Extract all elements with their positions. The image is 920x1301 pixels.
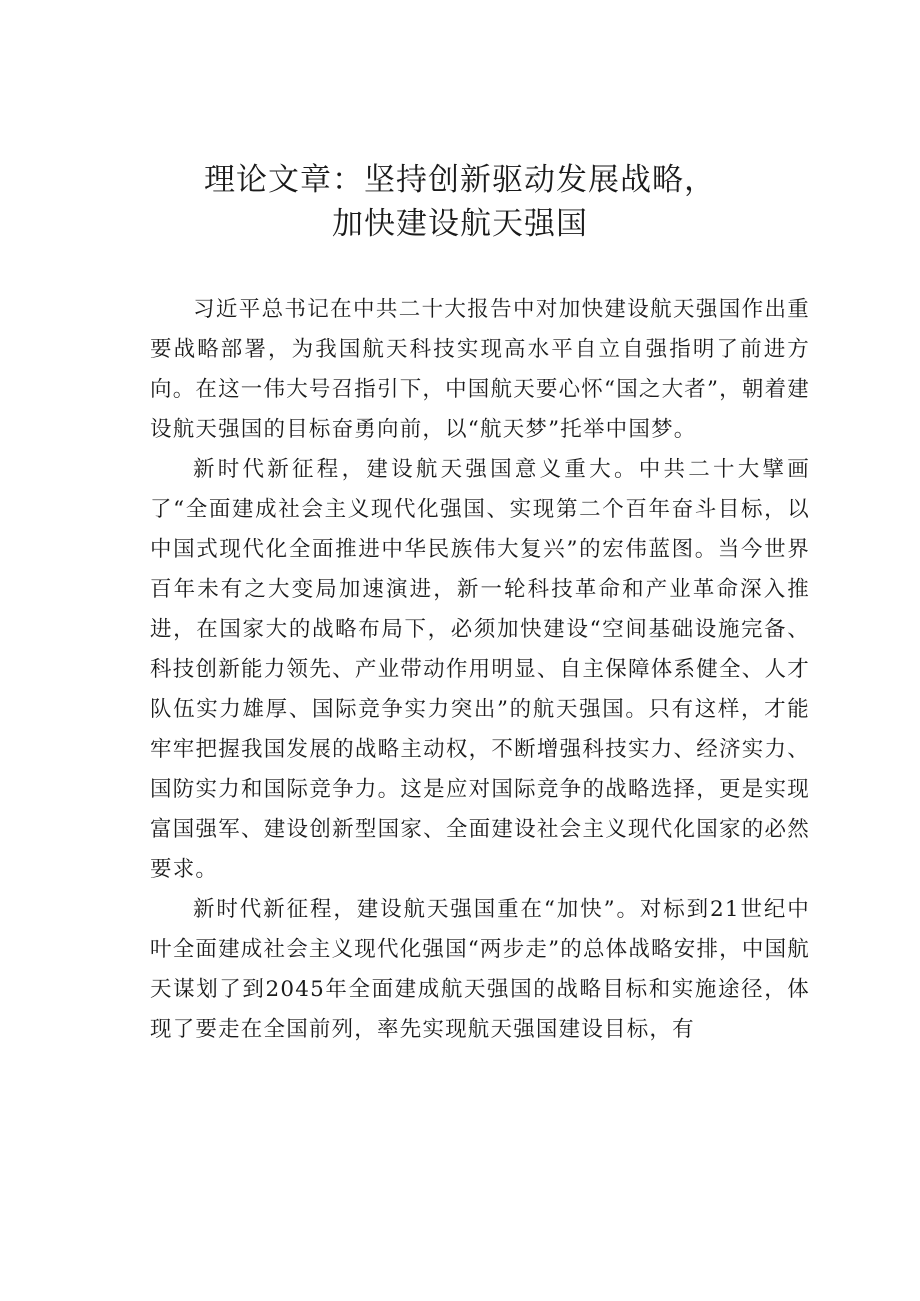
title-line-1: 理论文章：坚持创新驱动发展战略， [204, 162, 716, 198]
paragraph-3: 新时代新征程，建设航天强国重在“加快”。对标到21世纪中叶全面建成社会主义现代化强国“两步走”的总体战略安排，中国航天谋划了到2045年全面建成航天强国的战略目标和实施途径，体现了要走在全国前列，率先实现航天强国建设目标，有 [150, 897, 810, 1042]
paragraph-1: 习近平总书记在中共二十大报告中对加快建设航天强国作出重要战略部署，为我国航天科技实现高水平自立自强指明了前进方向。在这一伟大号召指引下，中国航天要心怀“国之大者”，朝着建设航天强国的目标奋勇向前，以“航天梦”托举中国梦。 [150, 297, 810, 442]
document-body [150, 290, 810, 1050]
title-line-2: 加快建设航天强国 [332, 206, 588, 242]
paragraph-2: 新时代新征程，建设航天强国意义重大。中共二十大擘画了“全面建成社会主义现代化强国、实现第二个百年奋斗目标，以中国式现代化全面推进中华民族伟大复兴”的宏伟蓝图。当今世界百年未有之大变局加速演进，新一轮科技革命和产业革命深入推进，在国家大的战略布局下，必须加快建设“空间基础设施完备、科技创新能力领先、产业带动作用明显、自主保障体系健全、人才队伍实力雄厚、国际竞争实力突出”的航天强国。只有这样，才能牢牢把握我国发展的战略主动权，不断增强科技实力、经济实力、国防实力和国际竞争力。这是应对国际竞争的战略选择，更是实现富国强军、建设创新型国家、全面建设社会主义现代化国家的必然要求。 [150, 457, 810, 882]
document-title [100, 158, 820, 246]
